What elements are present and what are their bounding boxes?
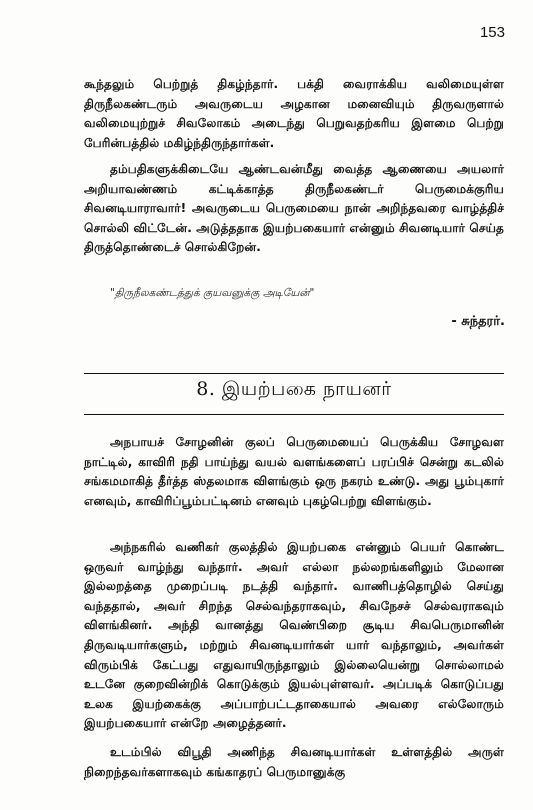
- signature: - சுந்தரர்.: [451, 314, 505, 329]
- paragraph-2: தம்பதிகளுக்கிடையே ஆண்டவன்மீது வைத்த ஆணையை அயலார் அறியாவண்ணம் கட்டிக்காத்த திருநீலகண்டர் பெருமைக்குரிய சிவனடியாராவார்! அவருடைய பெருமையை நான் அறிந்தவரை வாழ்த்திச் சொல்லி விட்டேன். அடுத்ததாக இயற்பகையார் என்னும் சிவனடியார் செய்த திருத்தொண்டைச் சொல்கிறேன்.: [84, 162, 504, 255]
- quote: "திருநீலகண்டத்துக் குயவனுக்கு அடியேன்": [110, 287, 315, 299]
- paragraph-3: அநபாயச் சோழனின் குலப் பெருமையைப் பெருக்கிய சோழவள நாட்டில், காவிரி நதி பாய்ந்து வயல் வளங்களைப் பரப்பிச் சென்று கடலில் சங்கமமாகித் தீர்த்த ஸ்தலமாக விளங்கும் ஒரு நகரம் உண்டு. அது பூம்புகார் எனவும், காவிரிப்பூம்பட்டினம் எனவும் புகழ்பெற்று விளங்கும்.: [84, 435, 504, 508]
- chapter-rule-bottom: [84, 414, 504, 415]
- chapter-title: 8. இயற்பகை நாயனர்: [196, 378, 392, 400]
- paragraph-5: உடம்பில் விபூதி அணிந்த சிவனடியார்கள் உள்ளத்தில் அருள் நிறைந்தவர்களாகவும் கங்காதரப் பெருமானுக்கு: [84, 745, 504, 779]
- chapter-rule-top: [84, 373, 504, 374]
- paragraph-4: அந்நகரில் வணிகர் குலத்தில் இயற்பகை என்னும் பெயர் கொண்ட ஒருவர் வாழ்ந்து வந்தார். அவர் எல்லா நல்லறங்களிலும் மேலான இல்லறத்தை முறைப்படி நடத்தி வந்தார். வாணிபத்தொழில் செய்து வந்ததால், அவர் சிறந்த செல்வந்தராகவும், சிவநேசச் செல்வராகவும் விளங்கினர். அந்தி வானத்து வெண்பிறை சூடிய சிவபெருமானின் திருவடியார்களும், மற்றும் சிவனடியார்கள் யார் வந்தாலும், அவர்கள் விரும்பிக் கேட்பது எதுவாயிருந்தாலும் இல்லையென்று சொல்லாமல் உடனே குறைவின்றிக் கொடுக்கும் இயல்புள்ளவர். அப்படிக் கொடுப்பது உலக இயற்கைக்கு அப்பாற்பட்டதாகையால் அவரை எல்லோரும் இயற்பகையார் என்றே அழைத்தனர்.: [84, 540, 504, 731]
- page-number: 153: [479, 24, 505, 41]
- paragraph-1: கூந்தலும் பெற்றுத் திகழ்ந்தார். பக்தி வைராக்கிய வலிமையுள்ள திருநீலகண்டரும் அவருடைய அழகான மனைவியும் திருவருளால் வலிமையுற்றுச் சிவலோகம் அடைந்து பெறுவதற்கரிய இளமை பெற்று பேரின்பத்தில் மகிழ்ந்திருந்தார்கள்.: [84, 77, 504, 150]
